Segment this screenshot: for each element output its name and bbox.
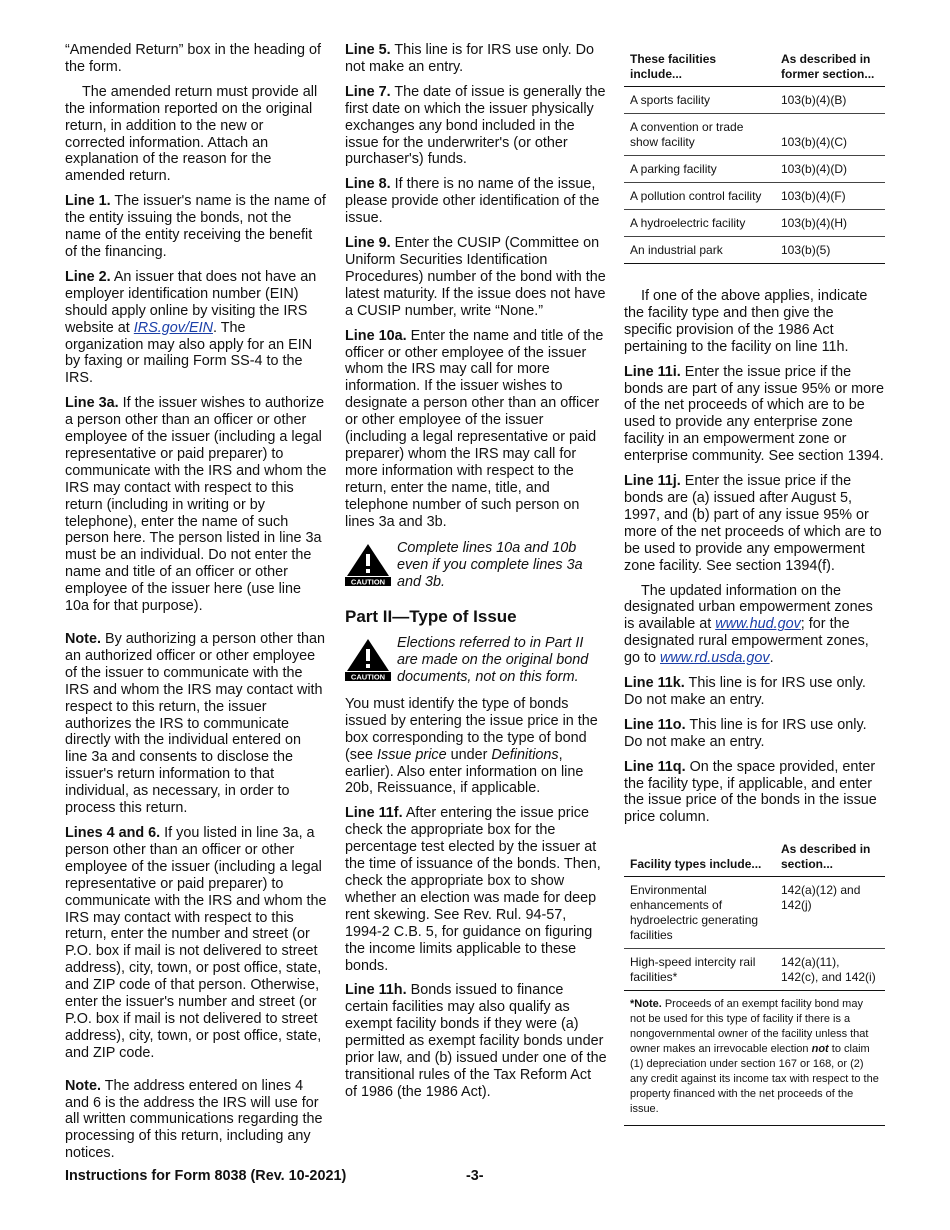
table2-footnote — [624, 991, 885, 1126]
note1-label: Note. — [65, 631, 101, 647]
line10a-label: Line 10a. — [345, 327, 407, 344]
updated-info-paragraph — [624, 583, 885, 668]
line11q-paragraph — [624, 759, 885, 827]
line2-label: Line 2. — [65, 268, 111, 285]
column-1 — [65, 42, 327, 1170]
issue-price-term: Issue price — [377, 746, 447, 763]
line3a-label: Line 3a. — [65, 395, 119, 412]
identify-text-a: You must identify the type of bonds issued by entering the issue price in the box corresponding to the type of bond (see — [345, 695, 598, 763]
amended-return-paragraph: The amended return must provide all the information reported on the original return, in addition to the new or corrected information. Attach an explanation of the reason for the amended return. — [65, 83, 318, 185]
line1-text: The issuer's name is the name of the entity issuing the bonds, not the name of the entity receiving the benefit of the financing. — [65, 193, 326, 260]
line11q-label: Line 11q. — [624, 758, 686, 775]
facility-cell: A pollution control facility — [624, 183, 775, 210]
line11h-text: Bonds issued to finance certain facilities may also qualify as exempt facility bonds if they were (a) permitted as exempt facility bonds under prior law, and (b) issued under one of the transitional rules of the Tax Reform Act of 1986 (the 1986 Act). — [345, 982, 607, 1100]
lines4-6-text: If you listed in line 3a, a person other than an officer or other employee of the issuer (including a legal representative or paid preparer) to communicate with the IRS and whom the IRS may contact with respect to this return, enter the number and street (or P.O. box if mail is not delivered to street address), city, town, or post office, state, and ZIP code of that person. Otherwise, enter the issuer's number and street (or P.O. box if mail is not delivered to street address), city, town, or post office, state, and ZIP code. — [65, 824, 327, 1061]
table-row — [624, 210, 885, 237]
note1-paragraph — [65, 631, 327, 817]
section-cell: 103(b)(4)(B) — [775, 87, 885, 114]
line11f-label: Line 11f. — [345, 805, 403, 822]
line10a-paragraph — [345, 328, 607, 531]
section-cell: 103(b)(4)(C) — [775, 114, 885, 156]
table-row — [624, 183, 885, 210]
line8-label: Line 8. — [345, 176, 391, 193]
table2-header-facilities: Facility types include... — [624, 838, 775, 877]
caution-text-2: Elections referred to in Part II are made on the original bond documents, not on this form. — [397, 635, 589, 685]
definitions-term: Definitions — [491, 746, 559, 763]
line7-paragraph — [345, 84, 607, 169]
identify-bonds-paragraph — [345, 696, 607, 797]
note2-paragraph — [65, 1078, 327, 1163]
table-row — [624, 237, 885, 264]
caution-note-1 — [345, 540, 607, 591]
section-cell: 142(a)(11), 142(c), and 142(i) — [775, 949, 885, 991]
line5-text: This line is for IRS use only. Do not make an entry. — [345, 42, 595, 75]
footnote-not: not — [811, 1043, 829, 1056]
facility-cell: Environmental enhancements of hydroelectric generating facilities — [624, 877, 775, 949]
line5-paragraph — [345, 42, 607, 76]
part2-heading: Part II—Type of Issue — [345, 607, 517, 627]
facility-cell: A parking facility — [624, 156, 775, 183]
note2-label: Note. — [65, 1077, 101, 1094]
updated-text-b: ; for the designated rural empowerment zones, go to — [624, 616, 869, 667]
line1-label: Line 1. — [65, 193, 111, 210]
line10a-text: Enter the name and title of the officer or other employee of the issuer whom the IRS may call for more information. If the issuer wishes to designate a person other than an officer or other employee of the issuer (including a legal representative or paid preparer) whom the IRS may call for more information with respect to the return, enter the name, title, and telephone number of such person on lines 3a and 3b. — [345, 327, 604, 530]
section-cell: 103(b)(4)(D) — [775, 156, 885, 183]
section-cell: 103(b)(4)(F) — [775, 183, 885, 210]
column-2 — [345, 42, 607, 1109]
lines4-6-label: Lines 4 and 6. — [65, 824, 161, 841]
caution-word: CAUTION — [350, 672, 386, 682]
amended-return-continued: “Amended Return” box in the heading of the form. — [65, 42, 321, 75]
line11o-label: Line 11o. — [624, 716, 686, 733]
table-row — [624, 949, 885, 991]
caution-icon — [345, 637, 391, 681]
former-section-table — [624, 48, 885, 264]
footnote-text-b: to claim (1) depreciation under section 167 or 168, or (2) any credit against its income tax with respect to the property financed with the net proceeds of the issue. — [630, 1043, 879, 1116]
facility-cell: An industrial park — [624, 237, 775, 264]
above-applies-paragraph: If one of the above applies, indicate the facility type and then give the specific provision of the 1986 Act pertaining to the facility on line 11h. — [624, 288, 868, 355]
line11o-paragraph — [624, 717, 885, 751]
facility-types-table — [624, 838, 885, 991]
facility-cell: A hydroelectric facility — [624, 210, 775, 237]
identify-under: under — [450, 746, 488, 763]
line9-label: Line 9. — [345, 235, 391, 252]
lines4-6-paragraph — [65, 825, 327, 1062]
table2-header-section: As described in section... — [775, 838, 885, 877]
table-row — [624, 114, 885, 156]
line11i-label: Line 11i. — [624, 363, 681, 380]
line11o-text: This line is for IRS use only. Do not make an entry. — [624, 716, 867, 750]
line11j-paragraph — [624, 473, 885, 574]
line2-text-b: . The organization may also apply for an EIN by faxing or mailing Form SS-4 to the IRS. — [65, 319, 313, 387]
line11f-paragraph — [345, 805, 607, 974]
line9-text: Enter the CUSIP (Committee on Uniform Securities Identification Procedures) number of the bond with the latest maturity. If the issue does not have a CUSIP number, write “None.” — [345, 235, 606, 319]
hud-link[interactable]: www.hud.gov — [715, 616, 801, 633]
line11k-paragraph — [624, 675, 885, 709]
irs-ein-link[interactable]: IRS.gov/EIN — [133, 319, 213, 336]
footnote-label: *Note. — [630, 998, 662, 1011]
line11f-text: After entering the issue price check the appropriate box for the percentage test elected by the issuer at the time of issuance of the bonds. Then, check the appropriate box to show whether an election was made for deep rent skewing. See Rev. Rul. 94-57, 1994-2 C.B. 5, for guidance on figuring the income limits applicable to these bonds. — [345, 805, 601, 974]
updated-text-a: The updated information on the designated urban empowerment zones is available at — [624, 582, 873, 633]
facility-cell: A sports facility — [624, 87, 775, 114]
footer-form-title: Instructions for Form 8038 (Rev. 10-2021) — [65, 1168, 347, 1184]
facility-cell: A convention or trade show facility — [624, 114, 775, 156]
line2-text-a: An issuer that does not have an employer identification number (EIN) should apply online by visiting the IRS website at — [65, 268, 317, 336]
line7-label: Line 7. — [345, 83, 391, 100]
usda-link[interactable]: www.rd.usda.gov — [660, 650, 770, 667]
line11i-text: Enter the issue price if the bonds are part of any issue 95% or more of the net proceeds of which are to be used to provide any enterprise zone facility in an empowerment zone or enterprise community. See section 1394. — [624, 363, 884, 465]
line9-paragraph — [345, 235, 607, 320]
caution-note-2 — [345, 635, 607, 686]
line8-paragraph — [345, 176, 607, 227]
line3a-paragraph — [65, 395, 327, 615]
page-number: -3- — [466, 1168, 484, 1184]
table-row — [624, 877, 885, 949]
footnote-text-a: Proceeds of an exempt facility bond may not be used for this type of facility if there is a nongovernmental owner of the facility unless that owner makes an irrevocable election — [630, 998, 869, 1056]
note2-text: The address entered on lines 4 and 6 is the address the IRS will use for all written communications regarding the processing of this return, including any notices. — [65, 1077, 323, 1162]
caution-word: CAUTION — [350, 577, 386, 587]
table-row — [624, 156, 885, 183]
identify-text-b: , earlier). Also enter information on line 20b, Reissuance, if applicable. — [345, 746, 584, 797]
column-3 — [624, 48, 885, 1126]
line2-paragraph — [65, 269, 327, 387]
table1-header-section: As described in former section... — [775, 48, 885, 87]
caution-text-1: Complete lines 10a and 10b even if you complete lines 3a and 3b. — [397, 540, 583, 591]
line11h-label: Line 11h. — [345, 982, 407, 999]
line7-text: The date of issue is generally the first date on which the issuer physically exchanges any bond included in the issue for the underwriter's (or other purchaser's) funds. — [345, 83, 606, 168]
line11j-label: Line 11j. — [624, 473, 681, 490]
section-cell: 103(b)(5) — [775, 237, 885, 264]
table1-header-facilities: These facilities include... — [624, 48, 775, 87]
line8-text: If there is no name of the issue, please provide other identification of the issue. — [345, 176, 600, 227]
facility-cell: High-speed intercity rail facilities* — [624, 949, 775, 991]
section-cell: 142(a)(12) and 142(j) — [775, 877, 885, 949]
line11k-text: This line is for IRS use only. Do not make an entry. — [624, 675, 866, 708]
caution-icon — [345, 542, 391, 586]
line1-paragraph — [65, 193, 327, 261]
table-row — [624, 87, 885, 114]
section-cell: 103(b)(4)(H) — [775, 210, 885, 237]
note1-text: By authorizing a person other than an authorized officer or other employee of the issuer to communicate with the IRS and whom the IRS may contact with respect to this return, the issuer authorizes the IRS to communicate directly with the individual entered on line 3a and consents to disclose the issuer's return information to that individual, as necessary, in order to process this return. — [65, 631, 325, 817]
line5-label: Line 5. — [345, 42, 391, 58]
line11k-label: Line 11k. — [624, 675, 685, 692]
line3a-text: If the issuer wishes to authorize a person other than an officer or other employee of the issuer (including a legal representative or paid preparer) to communicate with the IRS and whom the IRS may contact with respect to this return (including in writing or by telephone), enter the name of such person here. The person listed in line 3a must be an individual. Do not enter the name and title of an officer or other employee of the issuer here (use line 10a for that purpose). — [65, 395, 327, 615]
updated-text-c: . — [769, 650, 774, 667]
line11j-text: Enter the issue price if the bonds are (a) issued after August 5, 1997, and (b) part of any issue 95% or more of the net proceeds of which are to be used to provide any empowerment zone facility. See section 1394(f). — [624, 473, 882, 574]
line11i-paragraph — [624, 364, 885, 465]
line11q-text: On the space provided, enter the facility type, if applicable, and enter the issue price of the bonds in the issue price column. — [624, 758, 877, 826]
line11h-paragraph — [345, 982, 607, 1100]
